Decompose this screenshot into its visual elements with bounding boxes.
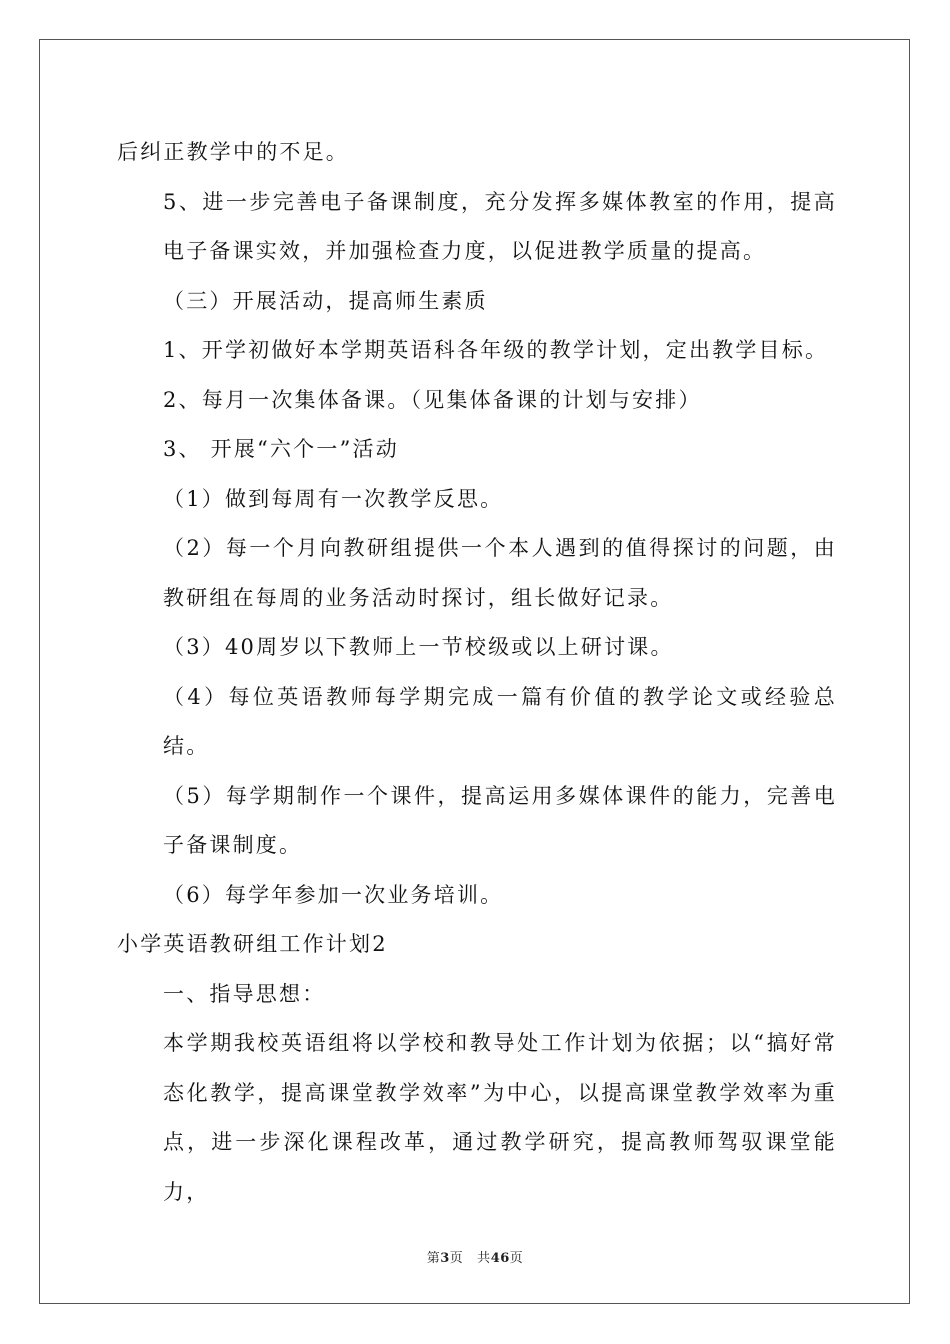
- paragraph: 5、进一步完善电子备课制度，充分发挥多媒体教室的作用，提高电子备课实效，并加强检查力度，以促进教学质量的提高。: [163, 189, 837, 263]
- list-item: （2）每一个月向教研组提供一个本人遇到的值得探讨的问题，由教研组在每周的业务活动时探讨，组长做好记录。: [163, 536, 837, 610]
- page-number: 3: [440, 1251, 450, 1266]
- section-heading: 一、指导思想：: [163, 981, 326, 1006]
- paragraph: 3、 开展“六个一”活动: [163, 437, 399, 461]
- paragraph: 本学期我校英语组将以学校和教导处工作计划为依据；以“搞好常态化教学，提高课堂教学效率”为中心，以提高课堂教学效率为重点，进一步深化课程改革，通过教学研究，提高教师驾驭课堂能力，: [163, 1031, 837, 1204]
- document-title: 小学英语教研组工作计划2: [117, 932, 388, 956]
- list-item: （4）每位英语教师每学期完成一篇有价值的教学论文或经验总结。: [163, 684, 837, 758]
- page-prefix: 第: [426, 1251, 441, 1266]
- page-suffix: 页: [449, 1251, 464, 1266]
- total-suffix: 页: [509, 1251, 524, 1266]
- paragraph: 后纠正教学中的不足。: [117, 140, 349, 164]
- list-item: （3）40周岁以下教师上一节校级或以上研讨课。: [163, 635, 674, 659]
- section-heading: （三）开展活动，提高师生素质: [163, 288, 488, 313]
- list-item: （6）每学年参加一次业务培训。: [163, 882, 504, 907]
- list-item: （5）每学期制作一个课件，提高运用多媒体课件的能力，完善电子备课制度。: [163, 783, 837, 857]
- list-item: （1）做到每周有一次教学反思。: [163, 486, 504, 511]
- paragraph: 2、每月一次集体备课。（见集体备课的计划与安排）: [163, 387, 702, 412]
- total-pages: 46: [490, 1251, 510, 1266]
- page-footer: [0, 1247, 950, 1266]
- total-prefix: 共: [477, 1251, 491, 1266]
- paragraph: 1、开学初做好本学期英语科各年级的教学计划，定出教学目标。: [163, 338, 829, 362]
- document-body: [117, 128, 837, 1217]
